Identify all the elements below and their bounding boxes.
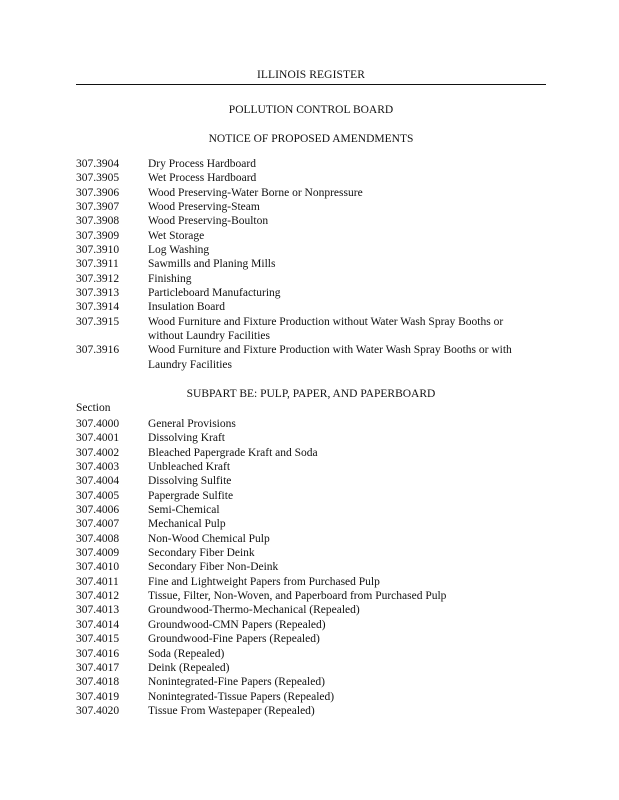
section-number: 307.4013 bbox=[76, 604, 120, 617]
section-number: 307.3905 bbox=[76, 172, 120, 185]
section-title: Fine and Lightweight Papers from Purchased Pulp bbox=[148, 575, 380, 588]
section-entry bbox=[76, 272, 546, 286]
section-entry bbox=[76, 431, 546, 445]
section-title: Groundwood-Fine Papers (Repealed) bbox=[148, 633, 320, 646]
section-number: 307.4003 bbox=[76, 461, 120, 474]
section-title: Secondary Fiber Deink bbox=[148, 547, 255, 560]
section-title: Groundwood-CMN Papers (Repealed) bbox=[148, 618, 326, 631]
section-title: Nonintegrated-Tissue Papers (Repealed) bbox=[148, 690, 335, 703]
section-number: 307.4019 bbox=[76, 690, 120, 703]
section-title: Wood Furniture and Fixture Production with Water Wash Spray Booths or with Laundry Facilities bbox=[148, 344, 512, 371]
section-number: 307.4009 bbox=[76, 547, 120, 560]
section-title: Dry Process Hardboard bbox=[148, 158, 256, 170]
section-number: 307.3914 bbox=[76, 301, 120, 314]
section-entry bbox=[76, 589, 546, 603]
register-title: ILLINOIS REGISTER bbox=[256, 69, 366, 81]
section-number: 307.4005 bbox=[76, 489, 120, 502]
section-number: 307.4014 bbox=[76, 618, 120, 631]
section-number: 307.3907 bbox=[76, 201, 120, 214]
section-number: 307.3908 bbox=[76, 215, 120, 228]
section-number: 307.4012 bbox=[76, 590, 120, 603]
section-number: 307.4006 bbox=[76, 504, 120, 517]
section-list-pulp-paper bbox=[76, 417, 546, 718]
section-entry bbox=[76, 632, 546, 646]
section-title: Groundwood-Thermo-Mechanical (Repealed) bbox=[148, 604, 360, 617]
section-title: Nonintegrated-Fine Papers (Repealed) bbox=[148, 676, 325, 689]
section-entry bbox=[76, 243, 546, 257]
section-entry bbox=[76, 618, 546, 632]
section-number: 307.3904 bbox=[76, 158, 120, 170]
section-entry bbox=[76, 647, 546, 661]
section-entry bbox=[76, 286, 546, 300]
section-entry bbox=[76, 690, 546, 704]
section-title: Particleboard Manufacturing bbox=[148, 287, 281, 300]
section-number: 307.3906 bbox=[76, 186, 120, 199]
section-title: Bleached Papergrade Kraft and Soda bbox=[148, 446, 318, 459]
section-title: Mechanical Pulp bbox=[148, 518, 226, 531]
section-entry bbox=[76, 446, 546, 460]
section-number: 307.3909 bbox=[76, 229, 120, 242]
section-title: Wood Furniture and Fixture Production without Water Wash Spray Booths or without Laundry Facilities bbox=[148, 315, 504, 343]
section-entry bbox=[76, 661, 546, 675]
section-list-wood-products bbox=[76, 157, 546, 372]
section-title: Wet Process Hardboard bbox=[148, 172, 257, 185]
section-number: 307.4017 bbox=[76, 661, 120, 674]
section-number: 307.4018 bbox=[76, 676, 120, 689]
section-entry bbox=[76, 157, 546, 171]
section-entry bbox=[76, 546, 546, 560]
header-rule bbox=[76, 84, 546, 85]
notice-title: NOTICE OF PROPOSED AMENDMENTS bbox=[208, 133, 414, 145]
section-title: Soda (Repealed) bbox=[148, 647, 225, 660]
section-number: 307.4002 bbox=[76, 446, 120, 459]
section-title: Secondary Fiber Non-Deink bbox=[148, 561, 279, 574]
section-title: Finishing bbox=[148, 272, 192, 285]
section-number: 307.4004 bbox=[76, 475, 120, 488]
section-number: 307.4015 bbox=[76, 633, 120, 646]
section-number: 307.4007 bbox=[76, 518, 120, 531]
section-entry bbox=[76, 186, 546, 200]
section-entry bbox=[76, 517, 546, 531]
section-column-label: Section bbox=[76, 402, 111, 414]
section-entry bbox=[76, 704, 546, 718]
section-entry bbox=[76, 560, 546, 574]
section-entry bbox=[76, 200, 546, 214]
section-title: Log Washing bbox=[148, 244, 210, 257]
section-entry bbox=[76, 257, 546, 271]
section-entry bbox=[76, 229, 546, 243]
section-title: Insulation Board bbox=[148, 301, 225, 314]
section-entry bbox=[76, 474, 546, 488]
section-title: Tissue, Filter, Non-Woven, and Paperboard from Purchased Pulp bbox=[148, 590, 447, 603]
section-number: 307.4001 bbox=[76, 432, 120, 445]
section-number: 307.4010 bbox=[76, 561, 120, 574]
section-entry bbox=[76, 532, 546, 546]
section-title: Wood Preserving-Water Borne or Nonpressure bbox=[148, 186, 363, 199]
section-number: 307.3912 bbox=[76, 272, 120, 285]
section-title: Unbleached Kraft bbox=[148, 461, 231, 474]
section-number: 307.4020 bbox=[76, 704, 120, 717]
section-title: Wet Storage bbox=[148, 229, 205, 242]
section-number: 307.4008 bbox=[76, 532, 120, 545]
section-title: Semi-Chemical bbox=[148, 504, 220, 517]
section-entry bbox=[76, 171, 546, 185]
section-entry bbox=[76, 603, 546, 617]
section-title: Deink (Repealed) bbox=[148, 661, 230, 674]
section-number: 307.3911 bbox=[76, 258, 119, 271]
section-number: 307.4000 bbox=[76, 418, 120, 430]
section-entry bbox=[76, 575, 546, 589]
board-title: POLLUTION CONTROL BOARD bbox=[228, 104, 394, 116]
section-number: 307.3915 bbox=[76, 315, 120, 328]
section-entry bbox=[76, 300, 546, 314]
section-entry bbox=[76, 343, 546, 372]
section-title: Tissue From Wastepaper (Repealed) bbox=[148, 704, 315, 717]
section-number: 307.4016 bbox=[76, 647, 120, 660]
section-entry bbox=[76, 315, 546, 344]
section-title: Non-Wood Chemical Pulp bbox=[148, 532, 270, 545]
section-title: Dissolving Sulfite bbox=[148, 475, 232, 488]
section-entry bbox=[76, 417, 546, 431]
section-number: 307.3916 bbox=[76, 344, 120, 357]
section-entry bbox=[76, 675, 546, 689]
section-title: Papergrade Sulfite bbox=[148, 489, 234, 502]
section-number: 307.4011 bbox=[76, 575, 119, 588]
section-title: General Provisions bbox=[148, 418, 236, 430]
section-title: Dissolving Kraft bbox=[148, 432, 225, 445]
section-title: Sawmills and Planing Mills bbox=[148, 258, 276, 271]
section-number: 307.3910 bbox=[76, 244, 120, 257]
section-title: Wood Preserving-Steam bbox=[148, 201, 260, 214]
section-entry bbox=[76, 503, 546, 517]
subpart-heading: SUBPART BE: PULP, PAPER, AND PAPERBOARD bbox=[186, 388, 436, 400]
section-entry bbox=[76, 214, 546, 228]
section-title: Wood Preserving-Boulton bbox=[148, 215, 269, 228]
section-number: 307.3913 bbox=[76, 287, 120, 300]
section-entry bbox=[76, 489, 546, 503]
section-entry bbox=[76, 460, 546, 474]
